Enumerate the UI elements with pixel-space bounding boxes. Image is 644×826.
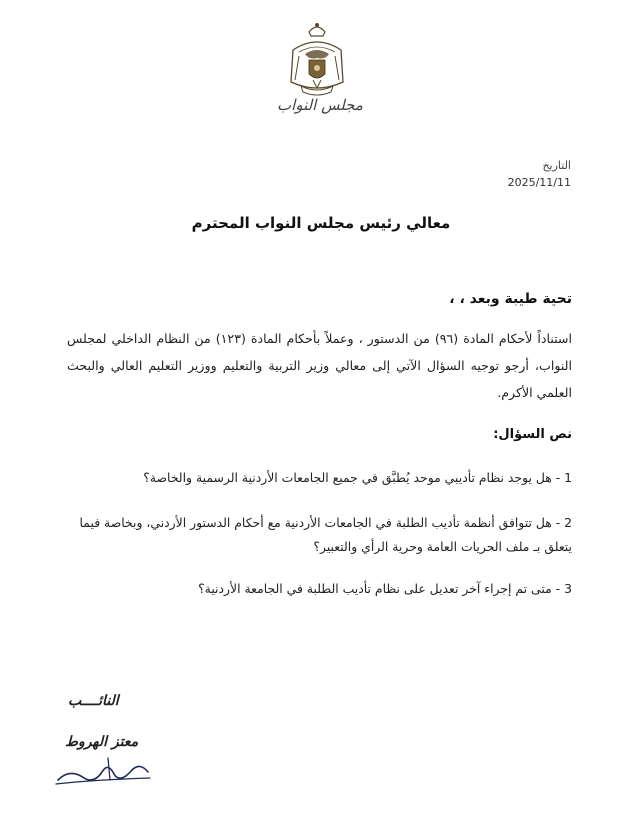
intro-paragraph: استناداً لأحكام المادة (٩٦) من الدستور ، وعملاً بأحكام المادة (١٢٣) من النظام الداخلي لمجلس النواب، أرجو توجيه السؤال الآتي إلى معالي وزير التربية والتعليم ووزير التعليم العالي والبحث العلمي الأكرم. <box>67 331 572 400</box>
question-item: 1 - هل يوجد نظام تأديبي موحد يُطبَّق في جميع الجامعات الأردنية الرسمية والخاصة؟ <box>143 470 572 485</box>
addressee-heading: معالي رئيس مجلس النواب المحترم <box>191 214 451 232</box>
council-name: مجلس النواب <box>277 96 363 114</box>
question-item: 3 - متى تم إجراء آخر تعديل على نظام تأديب الطلبة في الجامعة الأردنية؟ <box>198 581 572 596</box>
signatory-title: النائــــب <box>68 693 119 709</box>
question-item: 2 - هل تتوافق أنظمة تأديب الطلبة في الجامعات الأردنية مع أحكام الدستور الأردني، وبخاصة فيما يتعلق بـ ملف الحريات العامة وحرية الرأي والتعبير؟ <box>79 515 572 554</box>
date-value: 2025/11/11 <box>507 176 571 189</box>
signatory-name: معتز الهروط <box>65 734 139 750</box>
handwritten-signature-icon <box>50 750 160 790</box>
date-label: التاريخ <box>542 159 571 172</box>
greeting: تحية طيبة وبعد ، ، <box>449 291 572 307</box>
questions-heading: نص السؤال: <box>493 427 572 442</box>
coat-of-arms-icon <box>285 20 349 104</box>
